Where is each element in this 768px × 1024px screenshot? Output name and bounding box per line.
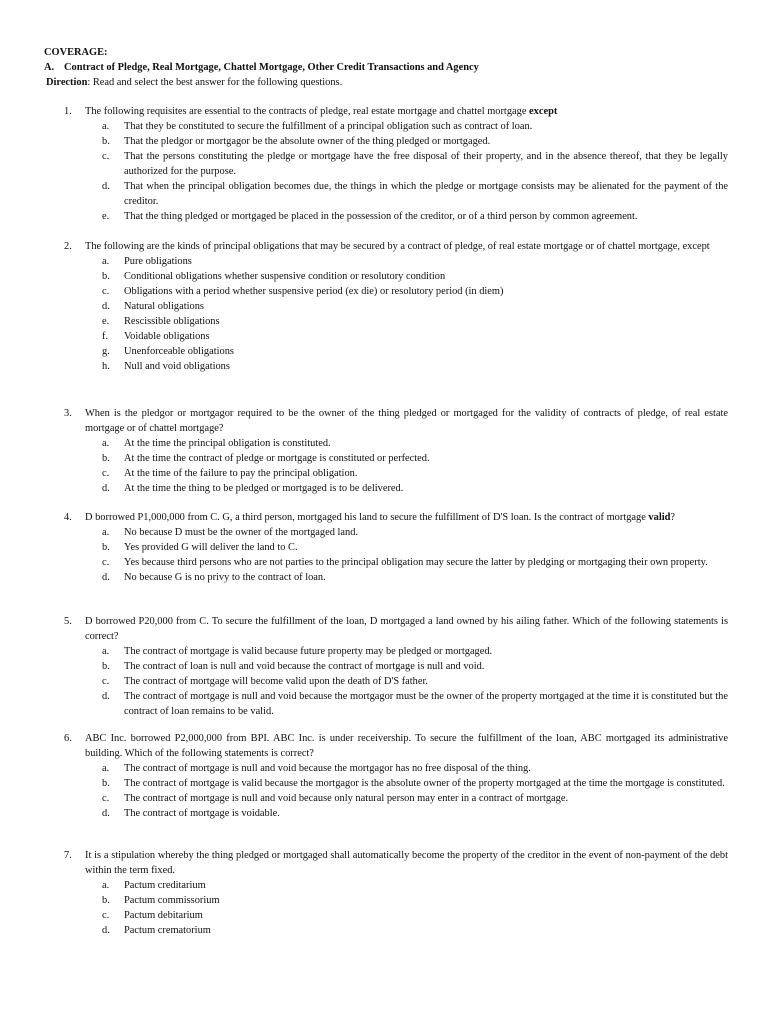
option-letter: d. [102, 925, 110, 936]
question-number: 1. [64, 106, 72, 117]
question-stem: D borrowed P1,000,000 from C. G, a third person, mortgaged his land to secure the fulfillment of D'S loan. Is the contract of mortgage [85, 512, 649, 523]
option-letter: d. [102, 301, 110, 312]
option-letter: b. [102, 778, 110, 789]
option-text: Pactum crematorium [124, 925, 211, 936]
option-text: Yes because third persons who are not parties to the principal obligation may secure the latter by pledging or mortgaging their own property. [124, 557, 708, 568]
question-number: 2. [64, 241, 72, 252]
answer-option [64, 359, 728, 374]
answer-option [64, 269, 728, 284]
option-letter: c. [102, 557, 110, 568]
option-text: The contract of loan is null and void because the contract of mortgage is null and void. [124, 661, 485, 672]
direction-line [46, 75, 746, 90]
answer-option [64, 806, 728, 821]
answer-option [64, 329, 728, 344]
question-number: 7. [64, 850, 72, 861]
option-text: That the thing pledged or mortgaged be placed in the possession of the creditor, or of a third person by common agreement. [124, 211, 638, 222]
question-stem: D borrowed P20,000 from C. To secure the fulfillment of the loan, D mortgaged a land owned by his ailing father. Which of the following statements is correct? [85, 616, 728, 642]
answer-option [64, 878, 728, 893]
answer-option [64, 344, 728, 359]
question-stem: ABC Inc. borrowed P2,000,000 from BPI. ABC Inc. is under receivership. To secure the fulfillment of the loan, ABC mortgaged its administrative building. Which of the following statements is correct? [85, 733, 728, 759]
option-letter: c. [102, 910, 110, 921]
option-text: Rescissible obligations [124, 316, 220, 327]
option-letter: d. [102, 483, 110, 494]
question-number: 4. [64, 512, 72, 523]
answer-option [64, 284, 728, 299]
option-text: Unenforceable obligations [124, 346, 234, 357]
question-emphasis: except [529, 106, 558, 117]
answer-options [64, 644, 728, 719]
option-letter: c. [102, 468, 110, 479]
question-item [64, 510, 728, 585]
answer-option [64, 776, 728, 791]
answer-option [64, 299, 728, 314]
option-letter: d. [102, 691, 110, 702]
option-text: Null and void obligations [124, 361, 230, 372]
section-title: Contract of Pledge, Real Mortgage, Chattel Mortgage, Other Credit Transactions and Agency [64, 62, 479, 73]
option-text: At the time the principal obligation is constituted. [124, 438, 331, 449]
answer-option [64, 923, 728, 938]
option-letter: a. [102, 527, 110, 538]
option-text: No because D must be the owner of the mortgaged land. [124, 527, 359, 538]
answer-option [64, 525, 728, 540]
question-number: 3. [64, 408, 72, 419]
option-text: That the persons constituting the pledge or mortgage have the free disposal of their property, and in the absence thereof, that they be legally authorized for the purpose. [124, 151, 728, 177]
option-text: That when the principal obligation becomes due, the things in which the pledge or mortgage consists may be alienated for the payment of the creditor. [124, 181, 728, 207]
question-text [85, 239, 728, 254]
answer-option [64, 466, 728, 481]
option-letter: b. [102, 453, 110, 464]
answer-option [64, 761, 728, 776]
question-item [64, 239, 728, 374]
option-text: Pactum commissorium [124, 895, 220, 906]
question-item [64, 406, 728, 496]
answer-option [64, 659, 728, 674]
option-letter: d. [102, 808, 110, 819]
answer-option [64, 119, 728, 134]
question-item [64, 104, 728, 224]
question-stem: The following requisites are essential to the contracts of pledge, real estate mortgage and chattel mortgage [85, 106, 530, 117]
answer-options [64, 761, 728, 821]
option-text: Natural obligations [124, 301, 204, 312]
option-letter: e. [102, 316, 110, 327]
option-letter: f. [102, 331, 109, 342]
answer-option [64, 134, 728, 149]
question-text [85, 848, 728, 878]
answer-option [64, 570, 728, 585]
coverage-heading [44, 45, 744, 60]
answer-option [64, 644, 728, 659]
question-stem: The following are the kinds of principal obligations that may be secured by a contract of pledge, of real estate mortgage or of chattel mortgage, except [85, 241, 710, 252]
option-text: That the pledgor or mortgagor be the absolute owner of the thing pledged or mortgaged. [124, 136, 491, 147]
option-letter: c. [102, 151, 110, 162]
answer-option [64, 451, 728, 466]
question-emphasis: valid [648, 512, 671, 523]
question-text [85, 614, 728, 644]
option-text: The contract of mortgage is null and void because only natural person may enter in a contract of mortgage. [124, 793, 569, 804]
option-letter: d. [102, 181, 110, 192]
answer-option [64, 254, 728, 269]
question-stem: It is a stipulation whereby the thing pledged or mortgaged shall automatically become the property of the creditor in the event of non-payment of the debt within the term fixed. [85, 850, 728, 876]
answer-options [64, 525, 728, 585]
answer-option [64, 791, 728, 806]
option-text: At the time of the failure to pay the principal obligation. [124, 468, 358, 479]
answer-option [64, 555, 728, 570]
question-stem: When is the pledgor or mortgagor required to be the owner of the thing pledged or mortgaged for the validity of contracts of pledge, of real estate mortgage or of chattel mortgage? [85, 408, 728, 434]
answer-option [64, 314, 728, 329]
answer-option [64, 179, 728, 209]
answer-option [64, 149, 728, 179]
option-text: Pactum creditarium [124, 880, 206, 891]
question-text [85, 104, 728, 119]
answer-options [64, 254, 728, 374]
option-letter: a. [102, 646, 110, 657]
direction-text: : Read and select the best answer for the following questions. [87, 77, 343, 88]
option-text: No because G is no privy to the contract of loan. [124, 572, 326, 583]
option-text: Conditional obligations whether suspensive condition or resolutory condition [124, 271, 446, 282]
option-letter: c. [102, 793, 110, 804]
option-text: The contract of mortgage will become valid upon the death of D'S father. [124, 676, 428, 687]
question-text [85, 731, 728, 761]
question-item [64, 848, 728, 938]
coverage-label: COVERAGE: [44, 47, 108, 58]
answer-option [64, 689, 728, 719]
option-letter: b. [102, 542, 110, 553]
option-text: The contract of mortgage is valid because the mortgagor is the absolute owner of the property mortgaged at the time the mortgage is constituted. [124, 778, 725, 789]
option-text: The contract of mortgage is null and void because the mortgagor has no free disposal of the thing. [124, 763, 531, 774]
option-text: Obligations with a period whether suspensive period (ex die) or resolutory period (in diem) [124, 286, 504, 297]
option-letter: c. [102, 286, 110, 297]
option-letter: b. [102, 895, 110, 906]
answer-option [64, 209, 728, 224]
option-text: Pactum debitarium [124, 910, 203, 921]
question-text [85, 406, 728, 436]
option-text: Pure obligations [124, 256, 192, 267]
answer-option [64, 908, 728, 923]
option-letter: c. [102, 676, 110, 687]
answer-options [64, 436, 728, 496]
option-letter: b. [102, 271, 110, 282]
option-letter: d. [102, 572, 110, 583]
option-letter: b. [102, 661, 110, 672]
option-letter: a. [102, 880, 110, 891]
section-letter: A. [44, 62, 55, 73]
option-letter: a. [102, 763, 110, 774]
option-text: At the time the thing to be pledged or mortgaged is to be delivered. [124, 483, 404, 494]
option-letter: h. [102, 361, 110, 372]
answer-option [64, 674, 728, 689]
answer-option [64, 481, 728, 496]
option-letter: a. [102, 438, 110, 449]
answer-options [64, 878, 728, 938]
option-text: The contract of mortgage is valid because future property may be pledged or mortgaged. [124, 646, 493, 657]
answer-options [64, 119, 728, 224]
answer-option [64, 540, 728, 555]
question-text [85, 510, 728, 525]
answer-option [64, 436, 728, 451]
option-text: The contract of mortgage is voidable. [124, 808, 280, 819]
option-text: Yes provided G will deliver the land to C. [124, 542, 298, 553]
question-stem-end: ? [670, 512, 675, 523]
answer-option [64, 893, 728, 908]
option-text: Voidable obligations [124, 331, 210, 342]
question-item [64, 731, 728, 821]
option-text: The contract of mortgage is null and void because the mortgagor must be the owner of the property mortgaged at the time it is constituted but the contract of loan remains to be valid. [124, 691, 728, 717]
direction-label: Direction [46, 77, 88, 88]
option-letter: a. [102, 256, 110, 267]
question-number: 6. [64, 733, 72, 744]
option-letter: g. [102, 346, 110, 357]
option-text: At the time the contract of pledge or mortgage is constituted or perfected. [124, 453, 430, 464]
option-letter: b. [102, 136, 110, 147]
option-letter: e. [102, 211, 110, 222]
question-item [64, 614, 728, 719]
section-heading [44, 60, 744, 75]
question-number: 5. [64, 616, 72, 627]
option-letter: a. [102, 121, 110, 132]
option-text: That they be constituted to secure the fulfillment of a principal obligation such as contract of loan. [124, 121, 533, 132]
